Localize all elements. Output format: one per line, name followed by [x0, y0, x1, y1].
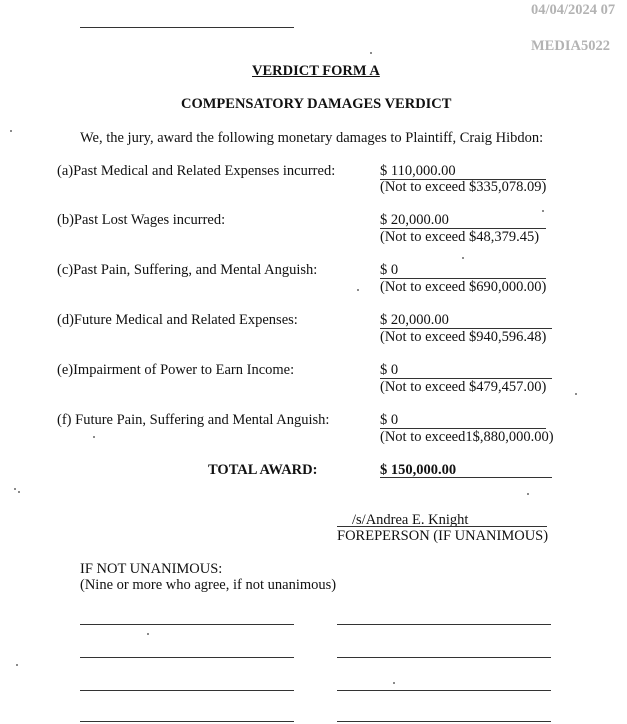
juror-signature-line: [80, 690, 294, 691]
item-c-limit: (Not to exceed $690,000.00): [380, 279, 547, 295]
juror-signature-line: [80, 624, 294, 625]
scan-speck: [527, 493, 529, 495]
scan-speck: [16, 664, 18, 666]
item-f-amount: $ 0: [380, 412, 399, 428]
item-c-label: [57, 262, 317, 279]
item-f-label: [57, 412, 329, 429]
form-title: VERDICT FORM A: [252, 63, 380, 79]
scan-speck: [393, 682, 395, 684]
scan-speck: [147, 633, 149, 635]
item-b-amount: $ 20,000.00: [380, 212, 449, 228]
scan-speck: [575, 393, 577, 395]
scan-speck: [462, 257, 464, 259]
not-unanimous-note: (Nine or more who agree, if not unanimous): [80, 577, 337, 593]
item-b-letter: (b): [57, 212, 74, 228]
item-a-limit: (Not to exceed $335,078.09): [380, 179, 547, 195]
item-a-text: Past Medical and Related Expenses incurred:: [73, 163, 336, 179]
scan-speck: [10, 130, 12, 132]
scan-speck: [18, 491, 20, 493]
item-a-amount: $ 110,000.00: [380, 163, 456, 179]
item-e-amount: $ 0: [380, 362, 399, 378]
scan-speck: [93, 436, 95, 438]
item-e-limit: (Not to exceed $479,457.00): [380, 379, 547, 395]
intro-text: We, the jury, award the following monetary damages to Plaintiff, Craig Hibdon:: [80, 130, 544, 146]
foreperson-label: FOREPERSON (IF UNANIMOUS): [337, 528, 549, 544]
document-id-stamp: MEDIA5022: [531, 38, 610, 54]
item-d-limit: (Not to exceed $940,596.48): [380, 329, 547, 345]
scan-speck: [542, 210, 544, 212]
date-stamp: 04/04/2024 07: [531, 2, 616, 18]
item-f-letter: (f): [57, 412, 72, 428]
item-c-text: Past Pain, Suffering, and Mental Anguish:: [73, 262, 318, 278]
top-signature-line: [80, 27, 294, 28]
item-a-label: [57, 163, 335, 180]
item-d-letter: (d): [57, 312, 74, 328]
item-f-text: Future Pain, Suffering and Mental Anguish:: [75, 412, 330, 428]
item-a-letter: (a): [57, 163, 74, 179]
item-f-limit: (Not to exceed1$,880,000.00): [380, 429, 554, 445]
scan-speck: [370, 52, 372, 54]
form-subtitle: COMPENSATORY DAMAGES VERDICT: [181, 96, 452, 112]
total-award-amount: $ 150,000.00: [380, 462, 457, 478]
juror-signature-line: [80, 657, 294, 658]
item-c-amount: $ 0: [380, 262, 399, 278]
juror-signature-line: [80, 721, 294, 722]
item-d-text: Future Medical and Related Expenses:: [73, 312, 298, 328]
item-b-label: [57, 212, 225, 229]
item-c-letter: (c): [57, 262, 74, 278]
item-d-label: [57, 312, 298, 329]
foreperson-signature: /s/Andrea E. Knight: [352, 512, 469, 528]
item-d-amount: $ 20,000.00: [380, 312, 449, 328]
juror-signature-line: [337, 657, 551, 658]
total-award-label: TOTAL AWARD:: [208, 462, 318, 478]
juror-signature-line: [337, 624, 551, 625]
foreperson-signature-line: [337, 526, 547, 527]
not-unanimous-label: IF NOT UNANIMOUS:: [80, 561, 223, 577]
item-e-label: [57, 362, 294, 379]
item-b-limit: (Not to exceed $48,379.45): [380, 229, 540, 245]
item-b-text: Past Lost Wages incurred:: [73, 212, 226, 228]
scan-speck: [357, 289, 359, 291]
total-award-line: [380, 477, 552, 478]
item-e-text: Impairment of Power to Earn Income:: [73, 362, 295, 378]
juror-signature-line: [337, 721, 551, 722]
juror-signature-line: [337, 690, 551, 691]
scan-speck: [14, 488, 16, 490]
item-e-letter: (e): [57, 362, 74, 378]
